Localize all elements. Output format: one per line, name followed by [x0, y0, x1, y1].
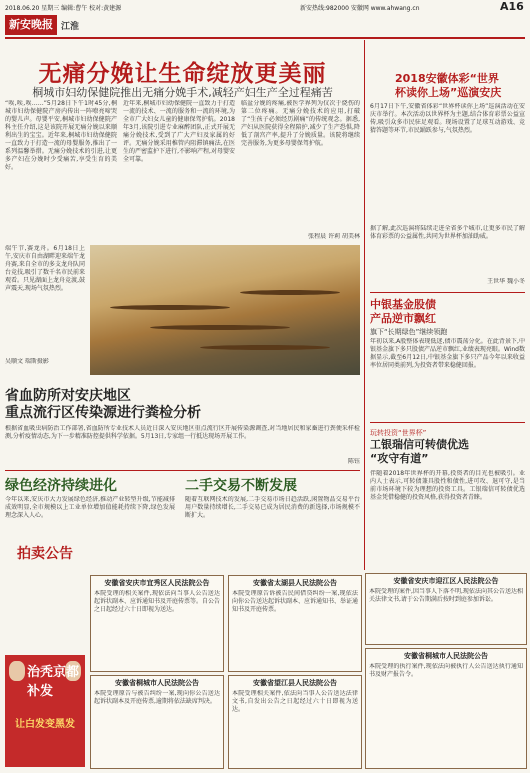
green-body: 今年以来,安庆市大力发展绿色经济,推动产业转型升级,节能减排成效明显,全市规模以上工业单位增加值能耗持续下降,绿色发展理念深入人心。 — [5, 496, 175, 519]
used-body: 随着互联网技术的发展,二手交易市场日趋活跃,闲置物品交易平台用户数量持续增长,二手交易已成为居民消费的新选择,市场规模不断扩大。 — [185, 496, 360, 519]
dragon-boat-photo — [90, 245, 360, 375]
lottery-body-1: 6月17日下午,安徽省体彩“世界杯读你上场”巡演活动在安庆市举行。本次活动以世界杯为主题,结合体育彩票公益宣传,吸引众多市民驻足观看。现场设置了足球互动游戏、竞猜答题等环节,市民踊跃参与,气氛热烈。 — [370, 103, 525, 134]
green-title: 绿色经济持续进化 — [5, 478, 117, 494]
fund-title-1: 中银基金股债 — [370, 298, 436, 311]
notice-body: 本院受理的案件,因当事人下落不明,现依法向其公告送达相关法律文书,请于公告期满后按时到庭参加诉讼。 — [369, 588, 523, 603]
lead-headline: 无痛分娩让生命绽放更美丽 — [38, 61, 327, 87]
notice-title: 安徽省桐城市人民法院公告 — [404, 652, 488, 660]
notice-title: 安徽省安庆市迎江区人民法院公告 — [393, 577, 499, 585]
lottery-title-1: 2018安徽体彩“世界 — [395, 72, 499, 85]
flood-body: 根据省血吸虫病防治工作部署,省血防所专业技术人员近日深入安庆地区重点流行区开展传染源调查,对当地居民和家畜进行粪便采样检测,分析疫情动态,为下一步精准防控提供科学依据。5月13日,专家组一行抵达现场开展工作。 — [5, 425, 360, 440]
notice-title: 安徽省桐城市人民法院公告 — [115, 679, 199, 687]
lead-body-col1: “唉,唉,唉……”5月28日下午1时45分,桐城市妇幼保健院产房内传出一阵嘹亮啼哭的婴儿声。母婴平安,桐城市妇幼保健院产科主任介绍,这是该院开展无痛分娩以来顺利出生的宝宝。近年来,桐城市妇幼保健院一直致力于打造一流的母婴服务,推出了一系列温馨举措。无痛分娩技术的引进,让更多产妇在分娩时少受痛苦,享受生育的美好。 — [5, 100, 117, 171]
fund-title-2: 产品逆市飘红 — [370, 312, 436, 325]
flood-author: 陈钰 — [347, 458, 360, 465]
court-notice — [365, 573, 527, 645]
flood-title-1: 省血防所对安庆地区 — [5, 388, 131, 404]
notice-body: 本院受理的执行案件,现依法向被执行人公告送达执行通知书及财产报告令。 — [369, 663, 523, 678]
lead-body-col3: 临盆分娩的疼痛,被医学界列为仅次于烧伤的第二位疼痛。无痛分娩技术的应用,打破了“生孩子必须经历剧痛”的传统观念。据悉,产妇从医院获得全程陪护,减少了生产恐惧,降低了剖宫产率,提升了分娩质量。该院将继续完善服务,为更多母婴保驾护航。 — [241, 100, 360, 147]
photo-caption: 端午节,赛龙舟。6月18日上午,安庆市自由湖畔迎来端午龙舟赛,来自全市的多支龙舟队同台竞技,吸引了数千名市民前来观看。只见湖面上龙舟竞渡,鼓声震天,现场气氛热烈。 — [5, 245, 85, 292]
notice-body: 本院受理原告诉被告民间借贷纠纷一案,现依法向你公告送达起诉状副本、应诉通知书、举证通知书及开庭传票。 — [232, 590, 359, 613]
notice-title: 安徽省太湖县人民法院公告 — [253, 579, 337, 587]
bank-title-1: 工银瑞信可转债优选 — [370, 438, 469, 451]
bank-body: 伴随着2018年世界杯的开幕,投资者的目光也被吸引。业内人士表示,可转债兼具股性和债性,进可攻、退可守,是当前市场环境下较为理想的投资工具。工银瑞信可转债优选基金凭借稳健的投资风格,获得投资者青睐。 — [370, 470, 525, 501]
court-notice — [90, 675, 224, 769]
notice-body: 本院受理原告与被告纠纷一案,现向你公告送达起诉状副本及开庭传票,逾期将依法缺席判决。 — [94, 690, 220, 705]
used-title: 二手交易不断发展 — [185, 478, 297, 494]
page-header — [0, 0, 530, 14]
header-hotline: 新安热线:982000 安徽网 www.ahwang.cn — [300, 5, 420, 12]
bank-tag: 玩转投资“世界杯” — [370, 429, 427, 437]
header-date: 2018.06.20 星期三 编辑:曹午 校对:黄建源 — [5, 5, 122, 12]
lottery-body-2: 据了解,此次巡演将陆续走进全省多个城市,让更多市民了解体育彩票的公益属性,共同为世界杯加油助威。 — [370, 225, 525, 240]
court-notice — [228, 675, 362, 769]
newspaper-logo: 新安晚报 — [5, 15, 57, 35]
lead-author: 张程晨 许莉 胡美林 — [308, 233, 360, 240]
bank-title-2: “攻守有道” — [370, 452, 429, 465]
masthead — [5, 15, 525, 39]
hair-ad — [5, 655, 85, 767]
court-notice — [90, 575, 224, 672]
notice-body: 本院受理的相关案件,现依法向当事人公告送达起诉状副本、应诉通知书及开庭传票等。自公告之日起经过六十日即视为送达。 — [94, 590, 221, 613]
lottery-author: 王世华 魏小冬 — [487, 278, 525, 285]
court-notice — [365, 648, 527, 769]
flood-title-2: 重点流行区传染源进行粪检分析 — [5, 405, 201, 421]
section-name: 江淮 — [61, 22, 80, 32]
photo-credit: 吴顺文 瑞斯摄影 — [5, 358, 49, 365]
notice-title: 安徽省安庆市宜秀区人民法院公告 — [104, 579, 210, 587]
court-notice — [228, 575, 362, 672]
ad-title: 治秃京都补发 — [27, 665, 80, 699]
lottery-title-2: 杯读你上场”巡演安庆 — [395, 86, 502, 99]
page-number: A16 — [500, 0, 524, 13]
ad-tagline: 让白发变黑发 — [15, 719, 75, 730]
fund-body: 年初以来,A股整体表现低迷,债市震荡分化。在此背景下,中银基金旗下多只股债产品逆市飘红,业绩表现亮眼。Wind数据显示,截至6月12日,中银基金旗下多只产品今年以来收益率位居同类前列,为投资者带来稳健回报。 — [370, 338, 525, 369]
notice-title: 安徽省望江县人民法院公告 — [253, 679, 337, 687]
fund-subtitle: 旗下“长期绿色”继续领跑 — [370, 328, 448, 336]
lead-body-col2: 近年来,桐城市妇幼保健院一直致力于打造一流的技术、一流的服务和一流的环境,为全市广大妇女儿童的健康保驾护航。2018年3月,该院引进专业麻醉团队,正式开展无痛分娩技术,受到了广大产妇及家属的好评。无痛分娩采用椎管内阻滞镇痛法,在医生的严密监护下进行,不影响产程,对母婴安全可靠。 — [123, 100, 235, 163]
lead-subtitle: 桐城市妇幼保健院推出无痛分娩手术,减轻产妇生产全过程痛苦 — [32, 86, 333, 99]
notice-body: 本院受理相关案件,依法向当事人公告送达法律文书,自发出公告之日起经过六十日即视为送达。 — [232, 690, 358, 713]
auction-title: 拍卖公告 — [17, 546, 73, 562]
